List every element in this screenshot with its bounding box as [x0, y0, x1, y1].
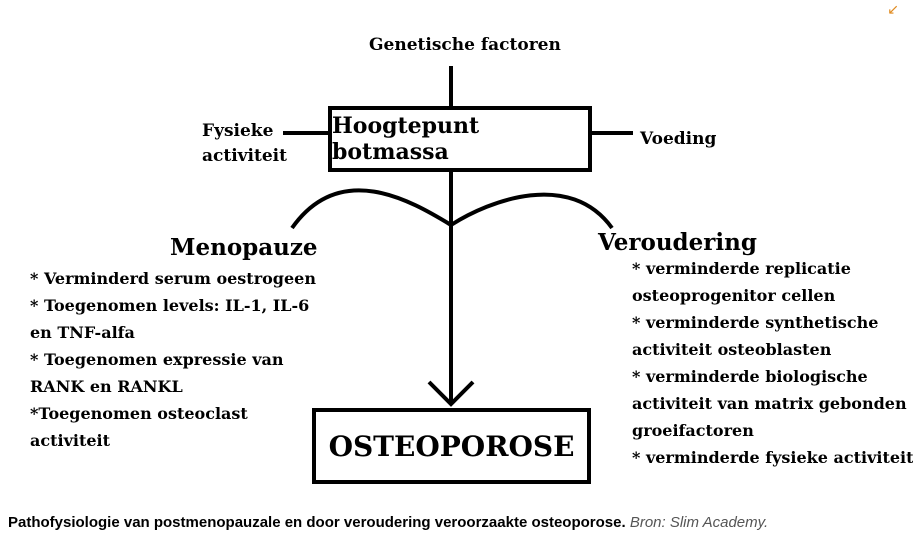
aging-list: [632, 255, 913, 471]
expand-arrow-icon[interactable]: ↙: [887, 2, 899, 18]
caption-text: Pathofysiologie van postmenopauzale en door veroudering veroorzaakte osteoporose.: [8, 514, 626, 531]
list-item: osteoprogenitor cellen: [632, 286, 836, 305]
list-item: * Toegenomen levels: IL-1, IL-6: [30, 296, 310, 315]
list-item: RANK en RANKL: [30, 377, 183, 396]
aging-title: Veroudering: [598, 229, 757, 256]
nutrition-label: Voeding: [640, 129, 717, 149]
peak-bone-mass-box: [328, 106, 592, 172]
list-item: * Verminderd serum oestrogeen: [30, 269, 316, 288]
list-item: groeifactoren: [632, 421, 754, 440]
menopause-list: [30, 265, 316, 454]
osteoporosis-text: OSTEOPOROSE: [328, 429, 575, 463]
physical-activity-label-line1: Fysieke: [202, 121, 274, 141]
list-item: activiteit osteoblasten: [632, 340, 832, 359]
list-item: * verminderde replicatie: [632, 259, 851, 278]
list-item: activiteit: [30, 431, 110, 450]
list-item: activiteit van matrix gebonden: [632, 394, 907, 413]
list-item: en TNF-alfa: [30, 323, 135, 342]
caption-source: Bron: Slim Academy.: [629, 514, 769, 531]
genetic-factors-label: Genetische factoren: [369, 35, 561, 55]
list-item: * verminderde synthetische: [632, 313, 879, 332]
list-item: * verminderde biologische: [632, 367, 868, 386]
list-item: * Toegenomen expressie van: [30, 350, 284, 369]
list-item: * verminderde fysieke activiteit: [632, 448, 913, 467]
menopause-title: Menopauze: [170, 234, 318, 261]
physical-activity-label-line2: activiteit: [202, 146, 287, 166]
osteoporosis-box: [312, 408, 591, 484]
list-item: *Toegenomen osteoclast: [30, 404, 248, 423]
figure-caption: [8, 514, 768, 531]
peak-bone-mass-text: Hoogtepunt botmassa: [332, 113, 480, 165]
